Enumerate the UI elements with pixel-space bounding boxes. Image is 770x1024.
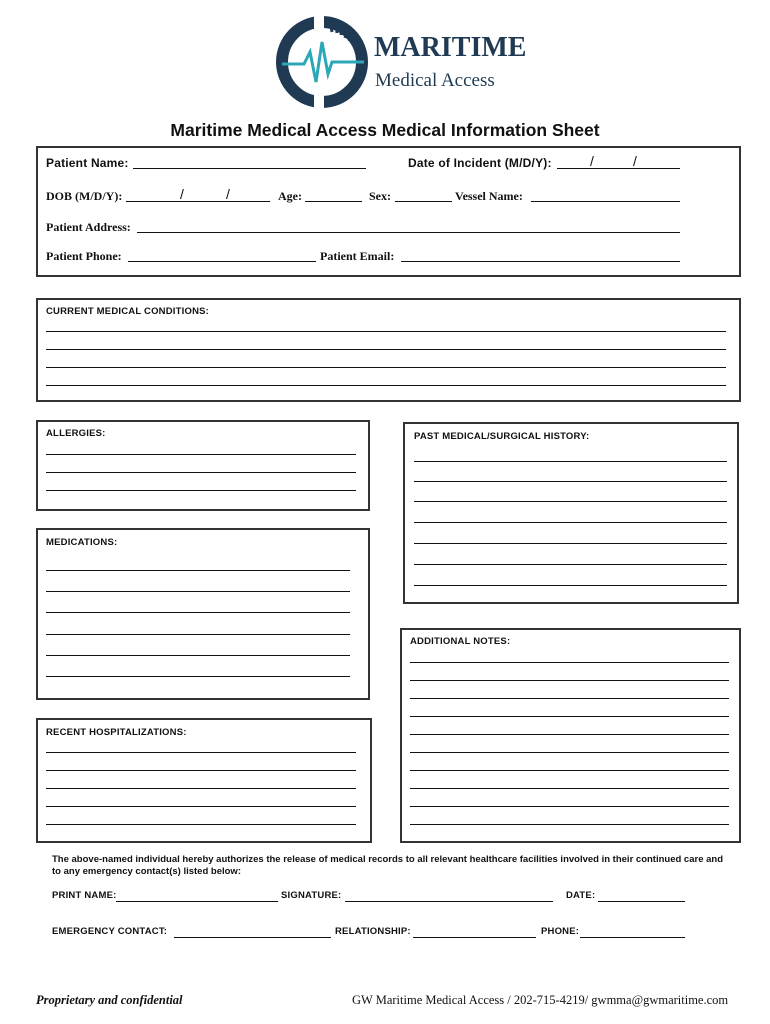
medications-line[interactable] <box>46 570 350 571</box>
date-label: DATE: <box>566 890 596 901</box>
logo-emblem-icon <box>274 12 374 110</box>
additional-notes-line[interactable] <box>410 752 729 753</box>
recent-hospitalizations-line[interactable] <box>46 806 356 807</box>
relationship-label: RELATIONSHIP: <box>335 926 411 937</box>
past-history-line[interactable] <box>414 501 727 502</box>
signature-label: SIGNATURE: <box>281 890 342 901</box>
current-conditions-label: CURRENT MEDICAL CONDITIONS: <box>46 306 210 317</box>
additional-notes-line[interactable] <box>410 788 729 789</box>
additional-notes-line[interactable] <box>410 824 729 825</box>
allergies-line[interactable] <box>46 490 356 491</box>
past-history-line[interactable] <box>414 564 727 565</box>
additional-notes-box <box>400 628 741 843</box>
additional-notes-label: ADDITIONAL NOTES: <box>410 636 511 647</box>
phone-label: PHONE: <box>541 926 580 937</box>
current-conditions-line[interactable] <box>46 385 726 386</box>
age-label: Age: <box>278 189 302 203</box>
vessel-name-field[interactable] <box>531 201 680 202</box>
additional-notes-line[interactable] <box>410 662 729 663</box>
logo-word-medical-access: Medical Access <box>375 70 495 91</box>
patient-phone-field[interactable] <box>128 261 316 262</box>
date-slash: / <box>633 153 638 169</box>
page-title: Maritime Medical Access Medical Information Sheet <box>170 120 600 140</box>
authorization-text: The above-named individual hereby authorizes the release of medical records to all relevant healthcare facilities involved in their continued care and to any emergency contact(s) listed below: <box>52 854 724 877</box>
date-of-incident-label: Date of Incident (M/D/Y): <box>408 156 552 170</box>
past-history-line[interactable] <box>414 543 727 544</box>
footer-contact: GW Maritime Medical Access / 202-715-4219/ gwmma@gwmaritime.com <box>352 993 729 1007</box>
dob-slash: / <box>180 186 185 202</box>
sex-field[interactable] <box>395 201 452 202</box>
phone-field[interactable] <box>580 937 685 938</box>
footer-confidential: Proprietary and confidential <box>36 993 183 1007</box>
logo <box>274 12 527 110</box>
additional-notes-line[interactable] <box>410 698 729 699</box>
additional-notes-line[interactable] <box>410 806 729 807</box>
recent-hospitalizations-line[interactable] <box>46 770 356 771</box>
signature-field[interactable] <box>345 901 553 902</box>
past-history-line[interactable] <box>414 481 727 482</box>
patient-address-field[interactable] <box>137 232 680 233</box>
age-field[interactable] <box>305 201 362 202</box>
recent-hospitalizations-line[interactable] <box>46 824 356 825</box>
patient-email-field[interactable] <box>401 261 680 262</box>
current-conditions-line[interactable] <box>46 349 726 350</box>
past-history-box <box>403 422 739 604</box>
sex-label: Sex: <box>369 189 391 203</box>
additional-notes-line[interactable] <box>410 770 729 771</box>
patient-name-label: Patient Name: <box>46 156 129 170</box>
medications-line[interactable] <box>46 634 350 635</box>
emergency-contact-field[interactable] <box>174 937 331 938</box>
medications-line[interactable] <box>46 655 350 656</box>
additional-notes-line[interactable] <box>410 680 729 681</box>
medications-label: MEDICATIONS: <box>46 537 118 548</box>
additional-notes-line[interactable] <box>410 734 729 735</box>
recent-hospitalizations-line[interactable] <box>46 788 356 789</box>
allergies-line[interactable] <box>46 472 356 473</box>
emergency-contact-label: EMERGENCY CONTACT: <box>52 926 168 937</box>
additional-notes-line[interactable] <box>410 716 729 717</box>
patient-phone-label: Patient Phone: <box>46 249 122 263</box>
medications-box <box>36 528 370 700</box>
dob-slash: / <box>226 186 231 202</box>
date-slash: / <box>590 153 595 169</box>
print-name-field[interactable] <box>116 901 278 902</box>
past-history-label: PAST MEDICAL/SURGICAL HISTORY: <box>414 431 590 442</box>
medications-line[interactable] <box>46 591 350 592</box>
past-history-line[interactable] <box>414 461 727 462</box>
date-field[interactable] <box>598 901 685 902</box>
allergies-label: ALLERGIES: <box>46 428 106 439</box>
dob-label: DOB (M/D/Y): <box>46 189 123 203</box>
logo-word-maritime: MARITIME <box>374 32 527 63</box>
allergies-line[interactable] <box>46 454 356 455</box>
current-conditions-line[interactable] <box>46 367 726 368</box>
current-conditions-line[interactable] <box>46 331 726 332</box>
medications-line[interactable] <box>46 676 350 677</box>
patient-address-label: Patient Address: <box>46 220 131 234</box>
dob-field[interactable] <box>126 201 270 202</box>
patient-name-field[interactable] <box>133 168 366 169</box>
past-history-line[interactable] <box>414 522 727 523</box>
past-history-line[interactable] <box>414 585 727 586</box>
recent-hospitalizations-label: RECENT HOSPITALIZATIONS: <box>46 727 187 738</box>
print-name-label: PRINT NAME: <box>52 890 117 901</box>
date-of-incident-field[interactable] <box>557 168 680 169</box>
relationship-field[interactable] <box>413 937 536 938</box>
patient-email-label: Patient Email: <box>320 249 395 263</box>
medications-line[interactable] <box>46 612 350 613</box>
recent-hospitalizations-line[interactable] <box>46 752 356 753</box>
vessel-name-label: Vessel Name: <box>455 189 523 203</box>
